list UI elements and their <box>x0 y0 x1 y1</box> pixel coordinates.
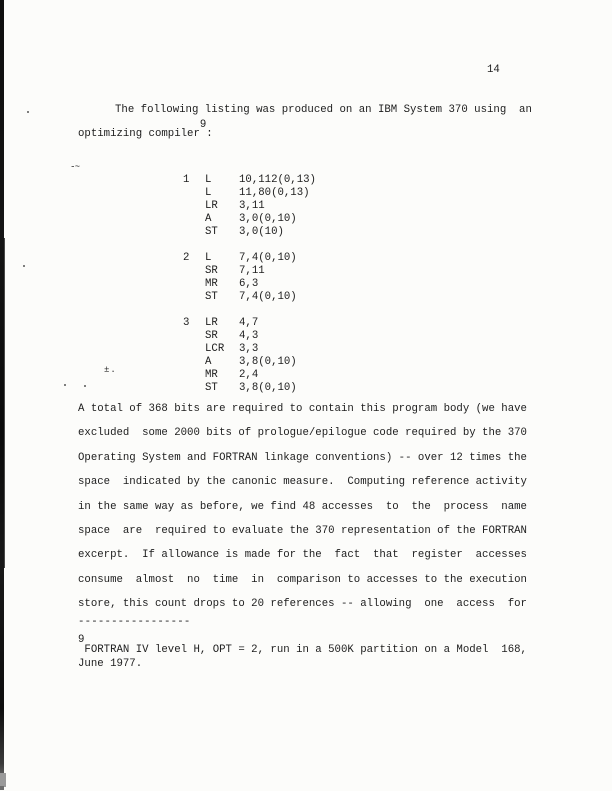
ink-smudge: -~ <box>69 162 80 172</box>
text-line: excluded some 2000 bits of prologue/epilogue code required by the 370 <box>78 427 527 440</box>
code-line <box>183 278 316 291</box>
operands: 3,8(0,10) <box>239 382 297 394</box>
code-block <box>183 174 316 239</box>
scan-speck <box>64 384 66 386</box>
operands: 4,7 <box>239 317 259 329</box>
operands: 4,3 <box>239 330 259 342</box>
intro-line-2-text: optimizing compiler <box>78 128 200 141</box>
text-line: space indicated by the canonic measure. Computing reference activity <box>78 476 527 489</box>
scan-speck <box>23 265 25 267</box>
intro-paragraph <box>78 98 558 147</box>
footnote-reference: 9 <box>199 118 207 131</box>
code-line <box>183 187 316 200</box>
operands: 3,11 <box>239 200 265 212</box>
text-line: in the same way as before, we find 48 accesses to the process name <box>78 500 527 513</box>
opcode: A <box>205 356 212 368</box>
statement-number <box>183 356 205 369</box>
operands: 11,80(0,13) <box>239 187 310 199</box>
operands: 7,4(0,10) <box>239 291 297 303</box>
text-line: space are required to evaluate the 370 representation of the FORTRAN <box>78 525 527 538</box>
statement-number <box>183 369 205 382</box>
statement-number <box>183 382 205 395</box>
code-block <box>183 252 316 304</box>
opcode: MR <box>205 369 218 381</box>
code-line <box>183 174 316 187</box>
statement-number <box>183 200 205 213</box>
opcode: SR <box>205 330 218 342</box>
operands: 7,11 <box>239 265 265 277</box>
code-block <box>183 317 316 395</box>
statement-number: 1 <box>183 174 190 186</box>
code-line <box>183 291 316 304</box>
code-line <box>183 330 316 343</box>
code-line <box>183 356 316 369</box>
scan-edge-artifact <box>4 238 6 568</box>
code-line <box>183 369 316 382</box>
statement-number: 2 <box>183 252 190 264</box>
statement-number <box>183 226 205 239</box>
opcode: L <box>205 187 212 199</box>
footnote <box>78 634 527 671</box>
operands: 3,0(10) <box>239 226 284 238</box>
operands: 3,3 <box>239 343 259 355</box>
opcode: ST <box>205 382 218 394</box>
scan-speck <box>84 385 86 387</box>
opcode: ST <box>205 291 218 303</box>
code-line <box>183 317 316 330</box>
scan-edge-artifact <box>0 773 6 787</box>
opcode: L <box>205 174 212 186</box>
operands: 3,8(0,10) <box>239 356 297 368</box>
statement-number <box>183 291 205 304</box>
statement-number <box>183 187 205 200</box>
statement-number: 3 <box>183 317 190 329</box>
operands: 6,3 <box>239 278 259 290</box>
assembly-listing <box>183 174 316 408</box>
code-line <box>183 252 316 265</box>
footnote-text-line-2: June 1977. <box>78 657 143 670</box>
intro-line-1: The following listing was produced on an IBM System 370 using an <box>115 104 532 116</box>
text-line: consume almost no time in comparison to accesses to the execution <box>78 573 527 586</box>
operands: 10,112(0,13) <box>239 174 316 186</box>
statement-number <box>183 330 205 343</box>
footnote-text-line-1: FORTRAN IV level H, OPT = 2, run in a 500K partition on a Model 168, <box>84 644 527 656</box>
opcode: LR <box>205 317 218 329</box>
code-line <box>183 213 316 226</box>
opcode: SR <box>205 265 218 277</box>
footnote-separator: ----------------- <box>78 616 191 628</box>
operands: 3,0(0,10) <box>239 213 297 225</box>
text-line: store, this count drops to 20 references -- allowing one access for <box>78 598 527 611</box>
code-line <box>183 382 316 395</box>
operands: 2,4 <box>239 369 259 381</box>
code-line <box>183 226 316 239</box>
opcode: L <box>205 252 212 264</box>
text-line: excerpt. If allowance is made for the fact that register accesses <box>78 549 527 562</box>
statement-number <box>183 343 205 356</box>
opcode: LR <box>205 200 218 212</box>
footnote-number: 9 <box>78 634 85 647</box>
opcode: MR <box>205 278 218 290</box>
code-line <box>183 265 316 278</box>
text-line: A total of 368 bits are required to contain this program body (we have <box>78 403 527 415</box>
text-line: Operating System and FORTRAN linkage conventions) -- over 12 times the <box>78 451 527 464</box>
scan-speck <box>27 111 29 113</box>
statement-number <box>183 265 205 278</box>
opcode: LCR <box>205 343 225 355</box>
code-line <box>183 200 316 213</box>
page-number: 14 <box>487 64 500 76</box>
intro-line-2-colon: : <box>206 128 213 141</box>
opcode: A <box>205 213 212 225</box>
body-paragraph <box>78 397 558 617</box>
statement-number <box>183 213 205 226</box>
statement-number <box>183 278 205 291</box>
opcode: ST <box>205 226 218 238</box>
scan-edge-artifact <box>0 786 4 790</box>
operands: 7,4(0,10) <box>239 252 297 264</box>
ink-smudge: ±. <box>104 365 117 375</box>
intro-line-2 <box>78 118 558 146</box>
code-line <box>183 343 316 356</box>
